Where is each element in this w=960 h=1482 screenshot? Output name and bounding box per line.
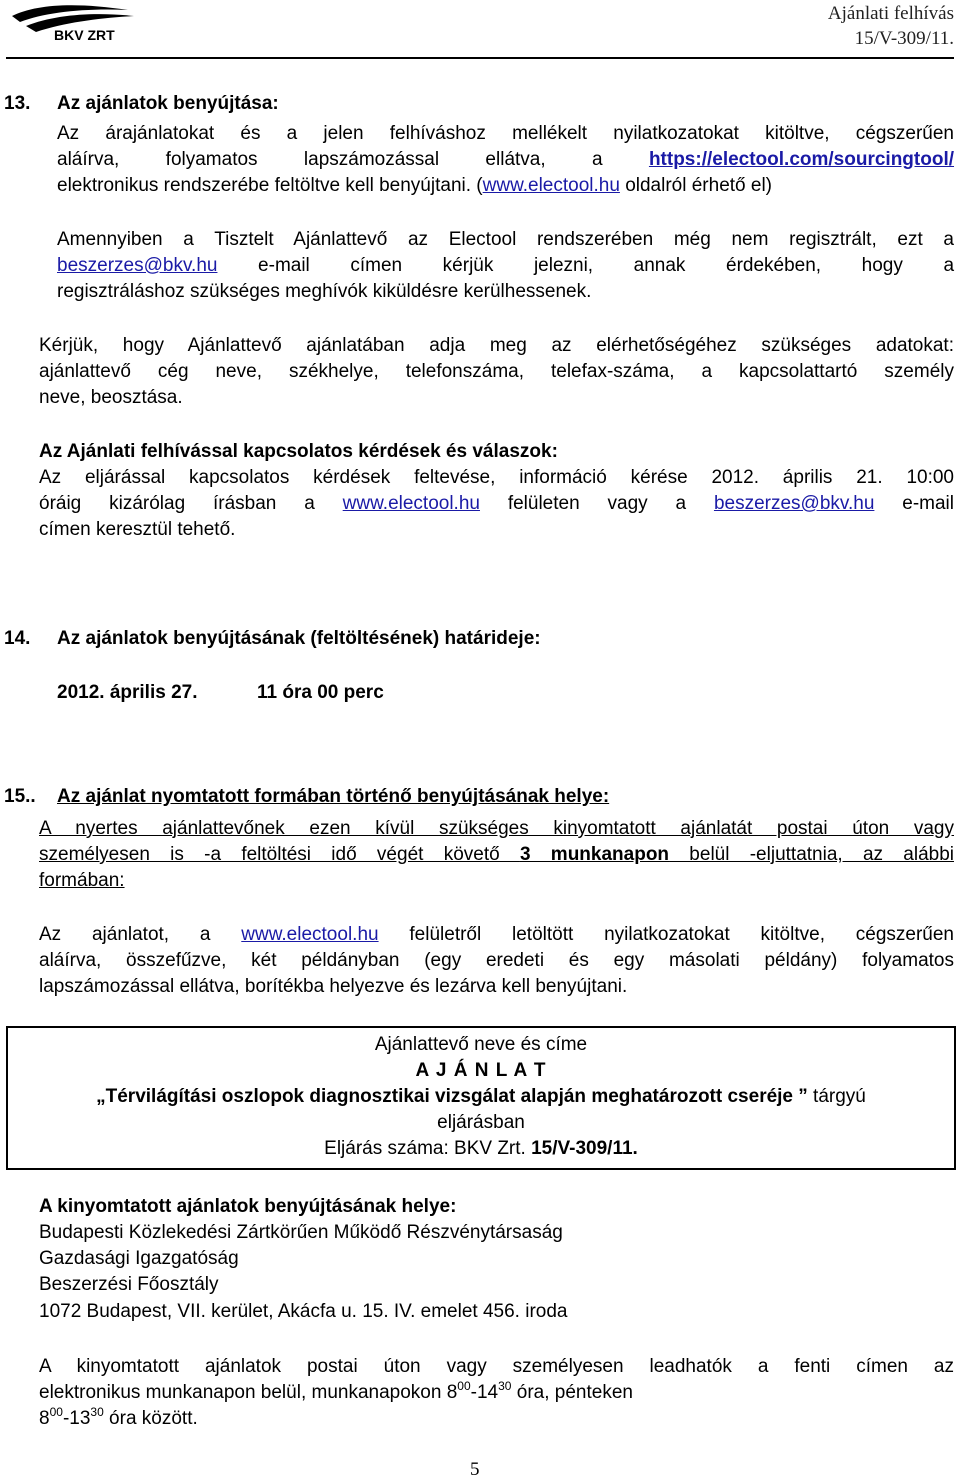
section-15-number: 15..: [4, 786, 36, 807]
s15-p1-line2-tail: belül -eljuttatnia, az alábbi: [669, 844, 954, 865]
address-title: A kinyomtatott ajánlatok benyújtásának helye:: [39, 1196, 457, 1217]
header-rule: [6, 57, 954, 59]
address-line3: Beszerzési Főosztály: [39, 1274, 219, 1295]
header-doc-type: Ajánlati felhívás: [827, 3, 954, 24]
electool-sourcing-link[interactable]: https://electool.com/sourcingtool/: [648, 149, 955, 170]
s13-p2-line2: [57, 255, 954, 277]
s15-electool-link[interactable]: www.electool.hu: [241, 924, 379, 945]
address-line1: Budapesti Közlekedési Zártkörűen Működő Részvénytársaság: [39, 1222, 563, 1243]
s15-p2-line1-text: Az ajánlatot, a: [39, 924, 211, 945]
s13-p2-line3: regisztráláshoz szükséges meghívók kiküldésre kerülhessenek.: [57, 281, 592, 302]
delivery-time-sup2: 30: [498, 1379, 512, 1393]
delivery-line2-tail: óra, pénteken: [511, 1382, 633, 1403]
qa-line2: [39, 493, 954, 515]
delivery-line2-mid: -14: [470, 1382, 499, 1403]
delivery-line2-text: elektronikus munkanapon belül, munkanapokon 8: [39, 1382, 458, 1403]
s13-p1-line2-text: aláírva, folyamatos lapszámozással ellátva, a: [57, 149, 603, 170]
deadline-date: 2012. április 27.: [57, 682, 198, 703]
s13-p1-line1: Az árajánlatokat és a jelen felhíváshoz mellékelt nyilatkozatokat kitöltve, cégszerűen: [57, 123, 954, 144]
qa-electool-link[interactable]: www.electool.hu: [342, 493, 480, 514]
delivery-line2: [39, 1379, 954, 1404]
s15-p1-line3: formában:: [39, 870, 125, 891]
box-procedure: eljárásban: [437, 1112, 525, 1133]
box-procedure-number: [8, 1138, 954, 1160]
s13-p2-line2-text: e-mail címen kérjük jelezni, annak érdekében, hogy a: [258, 255, 955, 276]
box-subject-bold: „Térvilágítási oszlopok diagnosztikai vizsgálat alapján meghatározott cseréje ”: [96, 1086, 808, 1107]
box-subject-line: [8, 1086, 954, 1108]
delivery-friday-sup1: 00: [49, 1405, 63, 1419]
s13-p1-line3-tail: oldalról érhető el): [619, 175, 773, 196]
qa-line3: címen keresztül tehető.: [39, 519, 236, 540]
s13-p3-line1: Kérjük, hogy Ajánlattevő ajánlatában adja meg az elérhetőségéhez szükséges adatokat:: [39, 335, 954, 356]
delivery-time-sup1: 00: [457, 1379, 471, 1393]
s15-p2-line2: aláírva, összefűzve, két példányban (egy eredeti és egy másolati példány) folyamatos: [39, 950, 954, 971]
s15-p2-line1-tail: felületről letöltött nyilatkozatokat kitöltve, cégszerűen: [409, 924, 955, 945]
address-line4: 1072 Budapest, VII. kerület, Akácfa u. 15. IV. emelet 456. iroda: [39, 1301, 568, 1322]
s15-p1-line2-text: személyesen is -a feltöltési idő végét követő: [39, 844, 520, 865]
s13-p1-line3-text: elektronikus rendszerébe feltöltve kell benyújtani. (: [57, 175, 483, 196]
qa-line2-mid: felületen vagy a: [507, 493, 687, 514]
section-14-number: 14.: [4, 628, 31, 649]
s15-p1-line2: [39, 844, 954, 866]
box-bidder-name: Ajánlattevő neve és címe: [374, 1034, 588, 1055]
qa-title: Az Ajánlati felhívással kapcsolatos kérdések és válaszok:: [39, 441, 558, 462]
box-subject-rest: tárgyú: [807, 1086, 866, 1107]
s13-p1-line3: [57, 175, 954, 197]
delivery-line3-mid: -13: [62, 1408, 91, 1429]
s15-p2-line3: lapszámozással ellátva, borítékba helyezve és lezárva kell benyújtani.: [39, 976, 628, 997]
delivery-line3-text: 8: [39, 1408, 50, 1429]
s13-p2-line1: Amennyiben a Tisztelt Ajánlattevő az Electool rendszerében még nem regisztrált, ezt a: [57, 229, 954, 250]
s15-p2-line1: [39, 924, 954, 946]
delivery-line3: [39, 1405, 954, 1430]
s15-p1-line1: A nyertes ajánlattevőnek ezen kívül szükséges kinyomtatott ajánlatát postai úton vagy: [39, 818, 954, 839]
delivery-friday-sup2: 30: [90, 1405, 104, 1419]
s13-p3-line2: ajánlattevő cég neve, székhelye, telefonszáma, telefax-száma, a kapcsolattartó személy: [39, 361, 954, 382]
section-13-title: Az ajánlatok benyújtása:: [57, 93, 279, 114]
electool-link[interactable]: www.electool.hu: [482, 175, 620, 196]
section-15-title: Az ajánlat nyomtatott formában történő benyújtásának helye:: [57, 786, 610, 807]
envelope-label-box: [6, 1026, 956, 1170]
deadline-time: 11 óra 00 perc: [257, 682, 384, 703]
box-offer-title: A J Á N L A T: [415, 1060, 547, 1081]
box-procedure-number-text: Eljárás száma: BKV Zrt.: [324, 1138, 532, 1159]
delivery-line1: A kinyomtatott ajánlatok postai úton vagy személyesen leadhatók a fenti címen az: [39, 1356, 954, 1377]
delivery-line3-tail: óra között.: [103, 1408, 198, 1429]
logo-text: BKV ZRT: [54, 27, 115, 43]
section-14-title: Az ajánlatok benyújtásának (feltöltésének) határideje:: [57, 628, 541, 649]
header-doc-number: 15/V-309/11.: [854, 28, 954, 49]
page-number: 5: [470, 1459, 480, 1480]
section-13-number: 13.: [4, 93, 31, 114]
address-line2: Gazdasági Igazgatóság: [39, 1248, 239, 1269]
s15-workdays: 3 munkanapon: [519, 844, 670, 865]
s13-p3-line3: neve, beosztása.: [39, 387, 183, 408]
qa-email-link[interactable]: beszerzes@bkv.hu: [713, 493, 875, 514]
qa-line1: Az eljárással kapcsolatos kérdések feltevése, információ kérése 2012. április 21. 10:00: [39, 467, 954, 488]
bkv-logo: [6, 2, 136, 44]
qa-line2-text: óráig kizárólag írásban a: [39, 493, 315, 514]
box-procedure-number-bold: 15/V-309/11.: [531, 1138, 638, 1159]
beszerzes-email-link[interactable]: beszerzes@bkv.hu: [57, 255, 218, 276]
qa-line2-tail: e-mail: [902, 493, 954, 514]
s13-p1-line2: [57, 149, 954, 171]
